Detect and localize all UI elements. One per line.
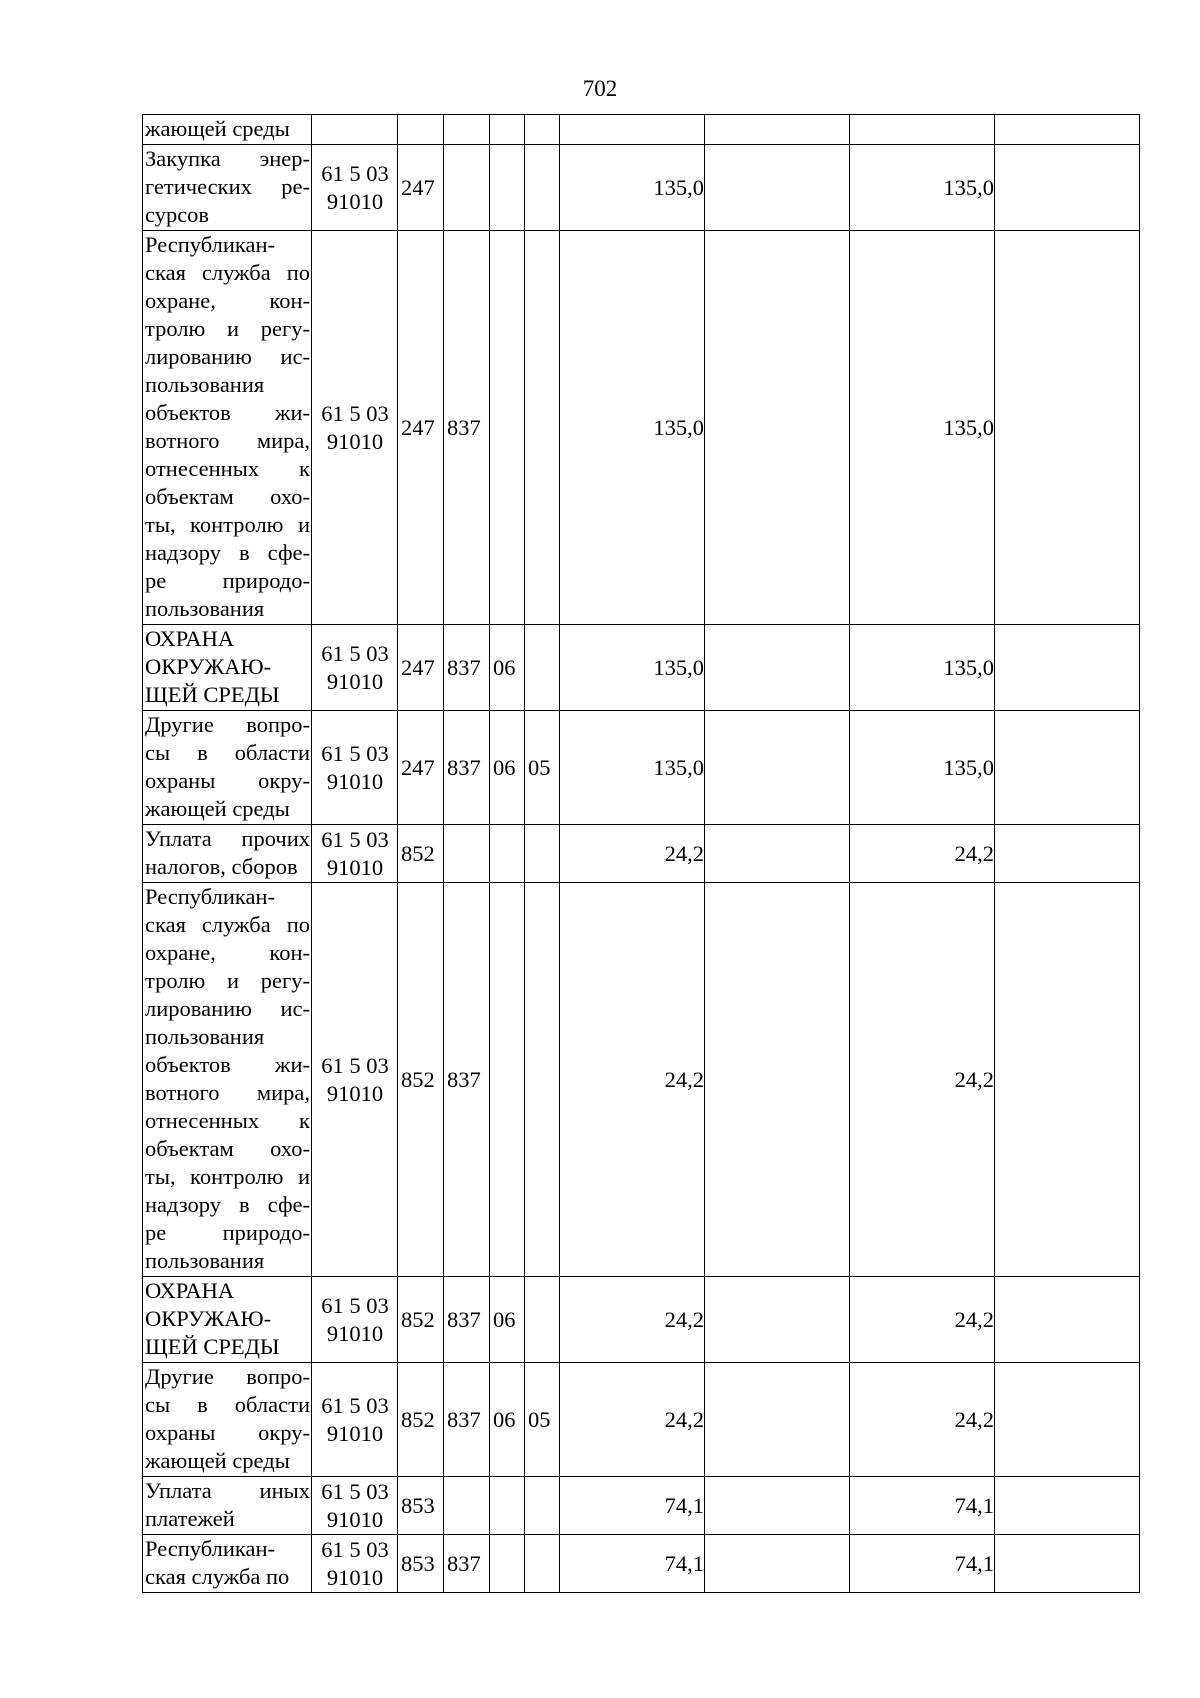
amount-cell: [705, 883, 850, 1277]
target-article-line: 91010: [326, 854, 384, 880]
subsection-cell: [525, 145, 560, 231]
target-article-line: 61 5 03: [321, 740, 389, 766]
amount-cell: 135,0: [560, 145, 705, 231]
target-article-line: 61 5 03: [321, 1536, 389, 1562]
section-cell: [490, 883, 525, 1277]
target-article-cell: [312, 825, 398, 883]
item-name-line: охране, кон-: [145, 940, 310, 965]
target-article-line: 61 5 03: [321, 640, 389, 666]
amount-cell: [995, 1277, 1140, 1363]
amount-cell: 24,2: [850, 1277, 995, 1363]
target-article-line: 61 5 03: [321, 160, 389, 186]
item-name-line: надзору в сфе-: [145, 540, 310, 565]
ministry-code-cell: 837: [444, 1535, 490, 1593]
amount-cell: 24,2: [560, 825, 705, 883]
expense-type-cell: 853: [398, 1535, 444, 1593]
subsection-cell: [525, 115, 560, 145]
subsection-cell: [525, 625, 560, 711]
expense-type-cell: 852: [398, 1363, 444, 1477]
amount-cell: 74,1: [850, 1477, 995, 1535]
item-name-line: ская служба по: [145, 1564, 290, 1589]
amount-cell: [705, 145, 850, 231]
target-article-line: 91010: [326, 1420, 384, 1446]
item-name-line: объектам охо-: [145, 1136, 310, 1161]
target-article-line: 91010: [326, 1564, 384, 1590]
amount-cell: [995, 1535, 1140, 1593]
expense-type-cell: 852: [398, 825, 444, 883]
item-name-line: Другие вопро-: [145, 1364, 310, 1389]
target-article-cell: [312, 1535, 398, 1593]
item-name-line: надзору в сфе-: [145, 1192, 310, 1217]
amount-cell: 24,2: [850, 883, 995, 1277]
item-name-line: Закупка энер-: [145, 146, 310, 171]
item-name-line: лированию ис-: [145, 996, 310, 1021]
subsection-cell: 05: [525, 1363, 560, 1477]
amount-cell: [995, 115, 1140, 145]
item-name-line: ОХРАНА: [145, 1278, 235, 1303]
item-name-line: охраны окру-: [145, 1420, 310, 1445]
page-number: 702: [582, 76, 618, 101]
item-name-line: объектам охо-: [145, 484, 310, 509]
amount-cell: [705, 625, 850, 711]
target-article-line: 91010: [326, 1080, 384, 1106]
ministry-code-cell: [444, 115, 490, 145]
amount-cell: 74,1: [560, 1477, 705, 1535]
amount-cell: 24,2: [850, 1363, 995, 1477]
amount-cell: 135,0: [560, 231, 705, 625]
target-article-cell: [312, 883, 398, 1277]
amount-cell: [995, 1477, 1140, 1535]
amount-cell: [705, 825, 850, 883]
item-name-cell: [143, 883, 312, 1277]
item-name-cell: [143, 145, 312, 231]
amount-cell: [850, 115, 995, 145]
amount-cell: [995, 711, 1140, 825]
target-article-line: 91010: [326, 768, 384, 794]
amount-cell: [705, 115, 850, 145]
target-article-line: 61 5 03: [321, 1052, 389, 1078]
subsection-cell: [525, 1277, 560, 1363]
amount-cell: 24,2: [850, 825, 995, 883]
budget-table: [142, 114, 1140, 1593]
item-name-line: ты, контролю и: [145, 1164, 310, 1189]
amount-cell: [995, 625, 1140, 711]
ministry-code-cell: [444, 825, 490, 883]
section-cell: 06: [490, 1277, 525, 1363]
item-name-line: лированию ис-: [145, 344, 310, 369]
ministry-code-cell: 837: [444, 711, 490, 825]
table-row: [143, 231, 1140, 625]
expense-type-cell: 852: [398, 883, 444, 1277]
subsection-cell: [525, 883, 560, 1277]
subsection-cell: [525, 1535, 560, 1593]
item-name-line: охране, кон-: [145, 288, 310, 313]
table-body: [143, 115, 1140, 1593]
ministry-code-cell: 837: [444, 625, 490, 711]
amount-cell: [705, 1477, 850, 1535]
amount-cell: [995, 231, 1140, 625]
item-name-line: пользования: [145, 1248, 265, 1273]
item-name-line: ре природо-: [145, 1220, 310, 1245]
section-cell: [490, 1477, 525, 1535]
target-article-cell: [312, 1363, 398, 1477]
item-name-line: ре природо-: [145, 568, 310, 593]
target-article-cell: [312, 231, 398, 625]
item-name-line: налогов, сборов: [145, 854, 298, 879]
item-name-line: тролю и регу-: [145, 316, 310, 341]
item-name-cell: [143, 115, 312, 145]
item-name-line: Республикан-: [145, 232, 276, 257]
amount-cell: [995, 1363, 1140, 1477]
item-name-line: отнесенных к: [145, 456, 310, 481]
table-row: [143, 115, 1140, 145]
target-article-line: 61 5 03: [321, 400, 389, 426]
target-article-cell: [312, 711, 398, 825]
item-name-line: сы в области: [145, 740, 310, 765]
table-row: [143, 883, 1140, 1277]
expense-type-cell: 247: [398, 145, 444, 231]
ministry-code-cell: 837: [444, 231, 490, 625]
target-article-line: 91010: [326, 188, 384, 214]
item-name-line: сы в области: [145, 1392, 310, 1417]
item-name-line: пользования: [145, 372, 265, 397]
subsection-cell: [525, 231, 560, 625]
ministry-code-cell: 837: [444, 1363, 490, 1477]
target-article-cell: [312, 625, 398, 711]
item-name-cell: [143, 625, 312, 711]
expense-type-cell: [398, 115, 444, 145]
target-article-line: 61 5 03: [321, 1392, 389, 1418]
section-cell: [490, 145, 525, 231]
expense-type-cell: 247: [398, 711, 444, 825]
subsection-cell: 05: [525, 711, 560, 825]
target-article-cell: [312, 145, 398, 231]
item-name-line: Другие вопро-: [145, 712, 310, 737]
item-name-line: ЩЕЙ СРЕДЫ: [145, 682, 280, 707]
item-name-line: ЩЕЙ СРЕДЫ: [145, 1334, 280, 1359]
target-article-cell: [312, 1477, 398, 1535]
target-article-line: 91010: [326, 668, 384, 694]
item-name-line: ОКРУЖАЮ-: [145, 654, 272, 679]
item-name-line: Республикан-: [145, 1536, 276, 1561]
item-name-line: вотного мира,: [145, 1080, 310, 1105]
section-cell: 06: [490, 625, 525, 711]
section-cell: [490, 231, 525, 625]
amount-cell: 135,0: [850, 145, 995, 231]
amount-cell: 135,0: [850, 711, 995, 825]
item-name-line: пользования: [145, 596, 265, 621]
item-name-line: охраны окру-: [145, 768, 310, 793]
amount-cell: [705, 1363, 850, 1477]
target-article-line: 91010: [326, 428, 384, 454]
item-name-cell: [143, 1477, 312, 1535]
item-name-line: пользования: [145, 1024, 265, 1049]
item-name-cell: [143, 711, 312, 825]
item-name-cell: [143, 825, 312, 883]
section-cell: [490, 1535, 525, 1593]
amount-cell: 24,2: [560, 1363, 705, 1477]
table-row: [143, 825, 1140, 883]
amount-cell: 135,0: [560, 711, 705, 825]
target-article-line: 61 5 03: [321, 1478, 389, 1504]
target-article-line: 91010: [326, 1320, 384, 1346]
expense-type-cell: 852: [398, 1277, 444, 1363]
table-row: [143, 711, 1140, 825]
ministry-code-cell: [444, 1477, 490, 1535]
target-article-line: 61 5 03: [321, 1292, 389, 1318]
item-name-line: гетических ре-: [145, 174, 310, 199]
amount-cell: [995, 825, 1140, 883]
item-name-line: Уплата прочих: [145, 826, 310, 851]
expense-type-cell: 853: [398, 1477, 444, 1535]
amount-cell: 74,1: [850, 1535, 995, 1593]
item-name-line: жающей среды: [145, 796, 290, 821]
amount-cell: 24,2: [560, 1277, 705, 1363]
item-name-line: жающей среды: [145, 1448, 290, 1473]
ministry-code-cell: [444, 145, 490, 231]
section-cell: [490, 115, 525, 145]
item-name-line: вотного мира,: [145, 428, 310, 453]
amount-cell: [705, 711, 850, 825]
item-name-cell: [143, 1535, 312, 1593]
target-article-cell: [312, 1277, 398, 1363]
table-row: [143, 1477, 1140, 1535]
section-cell: 06: [490, 711, 525, 825]
target-article-line: 91010: [326, 1506, 384, 1532]
amount-cell: [995, 883, 1140, 1277]
item-name-line: объектов жи-: [145, 1052, 310, 1077]
item-name-line: ОКРУЖАЮ-: [145, 1306, 272, 1331]
amount-cell: 24,2: [560, 883, 705, 1277]
item-name-line: ты, контролю и: [145, 512, 310, 537]
amount-cell: [705, 231, 850, 625]
item-name-line: сурсов: [145, 202, 210, 227]
subsection-cell: [525, 1477, 560, 1535]
item-name-line: ская служба по: [145, 260, 310, 285]
subsection-cell: [525, 825, 560, 883]
ministry-code-cell: 837: [444, 1277, 490, 1363]
item-name-line: объектов жи-: [145, 400, 310, 425]
item-name-line: Республикан-: [145, 884, 276, 909]
expense-type-cell: 247: [398, 625, 444, 711]
amount-cell: [560, 115, 705, 145]
item-name-cell: [143, 231, 312, 625]
item-name-cell: [143, 1363, 312, 1477]
amount-cell: 135,0: [560, 625, 705, 711]
item-name-line: ская служба по: [145, 912, 310, 937]
item-name-line: отнесенных к: [145, 1108, 310, 1133]
amount-cell: 135,0: [850, 625, 995, 711]
target-article-line: 61 5 03: [321, 826, 389, 852]
table-row: [143, 625, 1140, 711]
item-name-line: платежей: [145, 1506, 235, 1531]
table-row: [143, 1363, 1140, 1477]
item-name-line: ОХРАНА: [145, 626, 235, 651]
target-article-cell: [312, 115, 398, 145]
table-row: [143, 1535, 1140, 1593]
amount-cell: [705, 1535, 850, 1593]
section-cell: [490, 825, 525, 883]
ministry-code-cell: 837: [444, 883, 490, 1277]
item-name-line: Уплата иных: [145, 1478, 310, 1503]
item-name-line: тролю и регу-: [145, 968, 310, 993]
expense-type-cell: 247: [398, 231, 444, 625]
amount-cell: [705, 1277, 850, 1363]
section-cell: 06: [490, 1363, 525, 1477]
amount-cell: 135,0: [850, 231, 995, 625]
table-row: [143, 145, 1140, 231]
item-name-line: жающей среды: [145, 116, 290, 141]
amount-cell: 74,1: [560, 1535, 705, 1593]
amount-cell: [995, 145, 1140, 231]
item-name-cell: [143, 1277, 312, 1363]
table-row: [143, 1277, 1140, 1363]
